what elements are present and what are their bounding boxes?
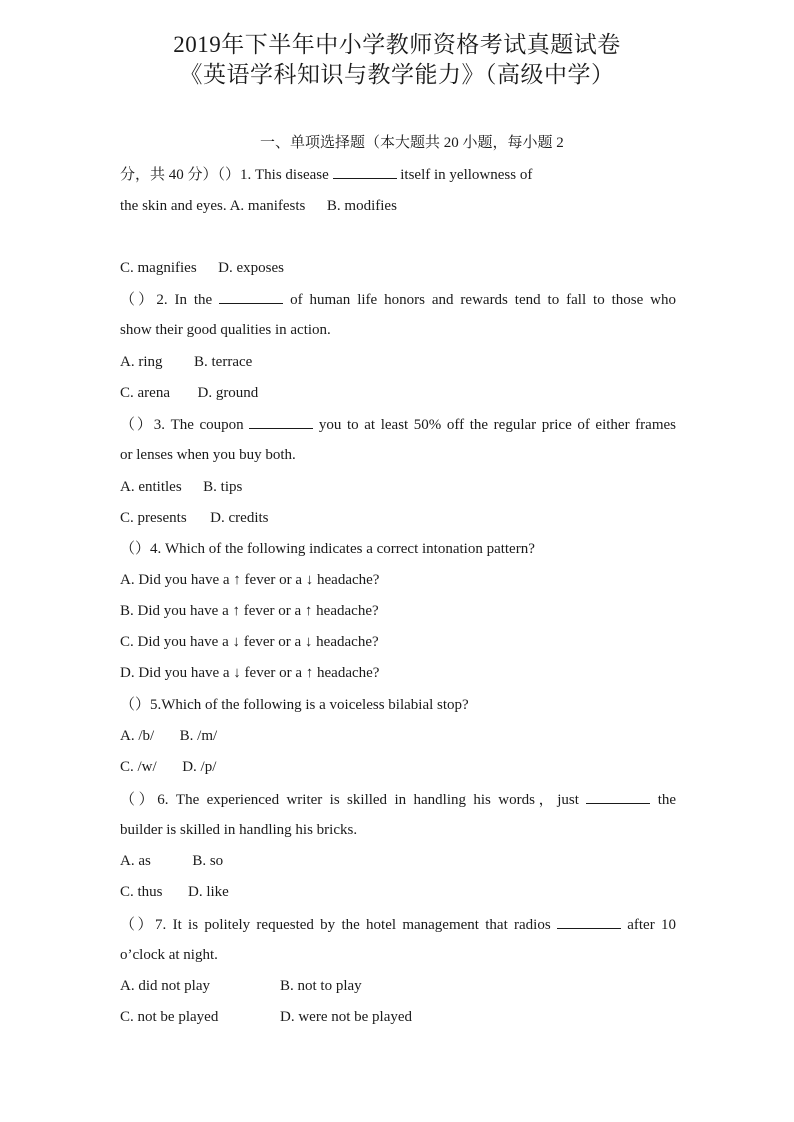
option-c: C. thus — [120, 884, 163, 900]
option-d: D. /p/ — [182, 759, 217, 775]
question-6-options-ab — [120, 851, 223, 871]
option-a: A. as — [120, 853, 151, 869]
question-6-stem-cont: builder is skilled in handling his bricks. — [120, 822, 358, 838]
option-a: A. entitles — [120, 479, 182, 495]
question-2-stem: （）2. In the of human life honors and rewards tend to fall to those who — [120, 289, 676, 310]
question-2-options-cd — [120, 383, 258, 403]
answer-blank — [557, 914, 621, 929]
option-b: B. tips — [203, 479, 243, 495]
question-4-stem: （）4. Which of the following indicates a correct intonation pattern? — [120, 541, 535, 557]
option-a: A. ring — [120, 354, 163, 370]
section-heading: 一、单项选择题（本大题共 20 小题，每小题 2 — [260, 135, 564, 151]
question-4-option-d: D. Did you have a ↓ fever or a ↑ headache? — [120, 665, 380, 681]
question-3-options-cd — [120, 508, 269, 528]
question-1-stem: 分，共 40 分）（）1. This disease itself in yellowness of — [120, 164, 532, 185]
option-c: C. /w/ — [120, 759, 157, 775]
question-6-options-cd — [120, 882, 229, 902]
option-b: B. terrace — [194, 354, 253, 370]
option-b: B. not to play — [280, 978, 362, 994]
option-d: D. exposes — [218, 260, 284, 276]
question-6-stem: （）6. The experienced writer is skilled in handling his words，just the — [120, 789, 676, 810]
option-b: B. /m/ — [179, 728, 218, 744]
option-c: C. arena — [120, 385, 170, 401]
question-2-options-ab — [120, 352, 252, 372]
question-5-stem: （）5.Which of the following is a voiceless bilabial stop? — [120, 697, 469, 713]
question-7-options-ab — [120, 976, 362, 996]
option-c: C. presents — [120, 510, 187, 526]
question-7-stem: （）7. It is politely requested by the hotel management that radios after 10 — [120, 914, 676, 935]
question-5-options-ab — [120, 726, 217, 746]
question-7-stem-cont: o’clock at night. — [120, 947, 218, 963]
question-2-stem-cont: show their good qualities in action. — [120, 322, 331, 338]
answer-blank — [586, 789, 650, 804]
answer-blank — [249, 414, 313, 429]
option-b: B. modifies — [326, 198, 397, 214]
exam-subtitle: 《英语学科知识与教学能力》（高级中学） — [179, 62, 615, 87]
question-4-option-c: C. Did you have a ↓ fever or a ↓ headache? — [120, 634, 379, 650]
question-1-options — [120, 258, 284, 278]
option-b: B. so — [192, 853, 224, 869]
question-5-options-cd — [120, 757, 216, 777]
option-c: C. not be played — [120, 1009, 219, 1025]
answer-blank — [219, 289, 283, 304]
option-a: A. did not play — [120, 978, 210, 994]
question-7-options-cd — [120, 1007, 412, 1027]
question-4-option-b: B. Did you have a ↑ fever or a ↑ headache? — [120, 603, 379, 619]
question-3-stem: （）3. The coupon you to at least 50% off the regular price of either frames — [120, 414, 676, 435]
question-1-stem-cont: the skin and eyes. A. manifests B. modifies — [120, 198, 397, 214]
option-d: D. like — [188, 884, 229, 900]
question-4-option-a: A. Did you have a ↑ fever or a ↓ headache? — [120, 572, 380, 588]
option-a: A. manifests — [229, 198, 306, 214]
option-d: D. ground — [197, 385, 259, 401]
option-c: C. magnifies — [120, 260, 197, 276]
option-d: D. were not be played — [280, 1009, 413, 1025]
section-heading-cont: 分，共 40 分） — [120, 167, 218, 183]
option-d: D. credits — [210, 510, 269, 526]
answer-blank — [333, 164, 397, 179]
question-3-stem-cont: or lenses when you buy both. — [120, 447, 296, 463]
option-a: A. /b/ — [120, 728, 155, 744]
question-3-options-ab — [120, 477, 242, 497]
exam-title: 2019年下半年中小学教师资格考试真题试卷 — [173, 32, 621, 57]
